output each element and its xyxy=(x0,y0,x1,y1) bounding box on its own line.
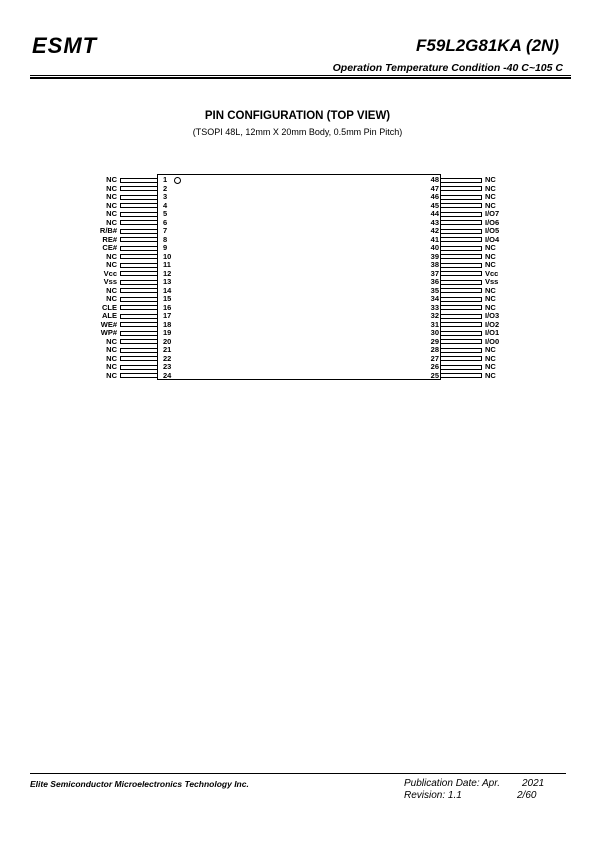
pin-name-left: CE# xyxy=(102,243,117,252)
pin-number-left: 4 xyxy=(163,200,168,210)
pin-number-left: 23 xyxy=(163,362,172,371)
temperature-condition: Operation Temperature Condition -40 C~105 C xyxy=(332,62,563,74)
pin-name-right: NC xyxy=(485,260,496,269)
pin-name-right: NC xyxy=(485,251,496,261)
pin-lead-right xyxy=(440,280,482,285)
pin-name-left: Vss xyxy=(103,277,117,286)
header-rule-thick xyxy=(30,77,571,79)
pin-number-right: 44 xyxy=(430,209,439,218)
pin-lead-right xyxy=(440,365,482,370)
pin-lead-right xyxy=(440,356,482,361)
pin-lead-right xyxy=(440,297,482,302)
pin-name-left: NC xyxy=(106,192,117,201)
pin-name-left: NC xyxy=(106,294,117,303)
pin-lead-right xyxy=(440,220,482,225)
pin-lead-right xyxy=(440,331,482,336)
pin-name-right: NC xyxy=(485,353,496,363)
pin-number-right: 42 xyxy=(430,226,439,235)
pin-lead-right xyxy=(440,288,482,293)
pin-lead-right xyxy=(440,322,482,327)
pin-number-right: 32 xyxy=(430,311,439,320)
pin-lead-left xyxy=(120,212,158,217)
pin-name-left: NC xyxy=(106,260,117,269)
pin-name-left: NC xyxy=(106,362,117,371)
pin-number-left: 15 xyxy=(163,294,172,303)
pin-lead-right xyxy=(440,203,482,208)
pin-lead-left xyxy=(120,186,158,191)
pin-name-left: NC xyxy=(106,209,117,218)
pin-lead-left xyxy=(120,365,158,370)
pin-number-right: 33 xyxy=(430,302,439,312)
pin-number-left: 5 xyxy=(163,209,168,218)
section-title: PIN CONFIGURATION (TOP VIEW) xyxy=(204,110,391,122)
pin-number-left: 14 xyxy=(163,285,172,295)
pin-name-right: Vcc xyxy=(485,268,499,278)
pin-lead-right xyxy=(440,339,482,344)
pin-lead-right xyxy=(440,314,482,319)
pin-number-right: 34 xyxy=(430,294,439,303)
pin-lead-right xyxy=(440,271,482,276)
pin-name-left: R/B# xyxy=(99,226,117,235)
pin-lead-left xyxy=(120,297,158,302)
pin-lead-left xyxy=(120,322,158,327)
pin-number-left: 7 xyxy=(163,226,168,235)
pin-name-left: WE# xyxy=(100,319,117,329)
pin-name-right: NC xyxy=(485,183,496,193)
pin-number-left: 10 xyxy=(163,251,172,261)
pin-number-right: 26 xyxy=(430,362,439,371)
pin-number-left: 8 xyxy=(163,234,168,244)
pin-lead-right xyxy=(440,246,482,251)
pin-name-left: NC xyxy=(106,345,117,354)
pin-lead-right xyxy=(440,348,482,353)
pin-number-right: 40 xyxy=(430,243,439,252)
revision: Revision: 1.1 xyxy=(404,790,462,801)
pin-name-right: Vss xyxy=(485,277,499,286)
pin-lead-left xyxy=(120,254,158,259)
pin-name-left: ALE xyxy=(102,311,117,320)
publication-year: 2021 xyxy=(522,778,545,789)
pin-name-right: I/O3 xyxy=(485,311,500,320)
pin-name-left: NC xyxy=(106,200,117,210)
pin-name-right: NC xyxy=(485,345,496,354)
pin-name-right: NC xyxy=(485,175,496,184)
pin-lead-right xyxy=(440,186,482,191)
pin-name-right: NC xyxy=(485,243,496,252)
pin-name-left: CLE xyxy=(102,302,117,312)
pin-number-right: 41 xyxy=(430,234,439,244)
pin-number-left: 2 xyxy=(163,183,168,193)
pin-name-right: NC xyxy=(485,302,496,312)
pin-name-left: NC xyxy=(106,336,117,346)
pin-number-left: 20 xyxy=(163,336,172,346)
pin-name-left: NC xyxy=(106,175,117,184)
pin-lead-right xyxy=(440,195,482,200)
pin-number-right: 25 xyxy=(430,370,439,380)
pin-name-right: NC xyxy=(485,362,496,371)
pin-name-left: NC xyxy=(106,353,117,363)
pin-lead-right xyxy=(440,229,482,234)
pin-lead-left xyxy=(120,237,158,242)
pin-name-right: I/O6 xyxy=(485,217,500,227)
pin-number-right: 35 xyxy=(430,285,439,295)
pin-number-left: 18 xyxy=(163,319,172,329)
pin-lead-left xyxy=(120,271,158,276)
pin-lead-left xyxy=(120,263,158,268)
footer-rule xyxy=(30,773,566,774)
pin-name-left: NC xyxy=(106,217,117,227)
pin-name-left: RE# xyxy=(102,234,117,244)
pin-lead-left xyxy=(120,280,158,285)
pin-name-right: I/O2 xyxy=(485,319,500,329)
pin-number-right: 29 xyxy=(430,336,439,346)
pin-number-right: 45 xyxy=(430,200,439,210)
pin-number-right: 46 xyxy=(430,192,439,201)
pin-name-left: NC xyxy=(106,370,117,380)
pin-lead-left xyxy=(120,220,158,225)
pin-number-right: 39 xyxy=(430,251,439,261)
pin-number-left: 11 xyxy=(163,260,171,269)
pin-lead-right xyxy=(440,254,482,259)
chip-package-body xyxy=(157,174,441,380)
pin-name-left: WP# xyxy=(100,328,117,337)
pin-name-right: NC xyxy=(485,370,496,380)
pin-name-right: I/O4 xyxy=(485,234,500,244)
page-number: 2/60 xyxy=(517,790,537,801)
pin-lead-right xyxy=(440,305,482,310)
part-number: F59L2G81KA (2N) xyxy=(416,36,559,55)
footer-company: Elite Semiconductor Microelectronics Technology Inc. xyxy=(30,779,249,789)
pin-lead-left xyxy=(120,339,158,344)
pin-number-right: 36 xyxy=(430,277,439,286)
pin-number-left: 3 xyxy=(163,192,168,201)
pin-name-right: I/O5 xyxy=(485,226,500,235)
pin-name-right: NC xyxy=(485,285,496,295)
pin-lead-left xyxy=(120,373,158,378)
pin-number-left: 13 xyxy=(163,277,172,286)
pin-lead-left xyxy=(120,331,158,336)
pin-number-right: 27 xyxy=(430,353,439,363)
pin-lead-left xyxy=(120,229,158,234)
pin-name-left: Vcc xyxy=(103,268,117,278)
publication-date-label: Publication Date: Apr. xyxy=(404,778,500,789)
pin-lead-right xyxy=(440,178,482,183)
pin-name-right: I/O0 xyxy=(485,336,500,346)
pin-lead-left xyxy=(120,356,158,361)
company-logo: ESMT xyxy=(32,33,98,58)
pin-name-right: NC xyxy=(485,200,496,210)
pin-number-left: 17 xyxy=(163,311,172,320)
pin-number-left: 12 xyxy=(163,268,172,278)
pin-name-right: I/O1 xyxy=(485,328,500,337)
pin-lead-left xyxy=(120,203,158,208)
pin-lead-left xyxy=(120,195,158,200)
header-rule-thin xyxy=(30,75,571,76)
pin-number-left: 24 xyxy=(163,370,172,380)
pin-lead-left xyxy=(120,288,158,293)
pin-lead-left xyxy=(120,305,158,310)
pin-name-left: NC xyxy=(106,183,117,193)
pin-name-left: NC xyxy=(106,251,117,261)
pin-lead-left xyxy=(120,246,158,251)
package-description: (TSOPI 48L, 12mm X 20mm Body, 0.5mm Pin Pitch) xyxy=(192,127,403,137)
pin-lead-right xyxy=(440,212,482,217)
pin-lead-right xyxy=(440,237,482,242)
pin-lead-left xyxy=(120,348,158,353)
pin-number-left: 21 xyxy=(163,345,172,354)
pin-number-left: 1 xyxy=(163,175,168,184)
pin-lead-left xyxy=(120,314,158,319)
pin-number-right: 30 xyxy=(430,328,439,337)
pin-number-right: 31 xyxy=(430,319,439,329)
pin-lead-right xyxy=(440,263,482,268)
pin-number-right: 48 xyxy=(430,175,439,184)
pin-number-right: 47 xyxy=(430,183,439,193)
pin-number-left: 9 xyxy=(163,243,168,252)
pin-lead-right xyxy=(440,373,482,378)
pin-number-left: 22 xyxy=(163,353,172,363)
pin-number-left: 19 xyxy=(163,328,172,337)
pin-number-right: 43 xyxy=(430,217,439,227)
pin-name-right: NC xyxy=(485,294,496,303)
pin-number-right: 38 xyxy=(430,260,439,269)
pin-lead-left xyxy=(120,178,158,183)
pin-name-right: NC xyxy=(485,192,496,201)
pin-number-right: 28 xyxy=(430,345,439,354)
pin-number-left: 16 xyxy=(163,302,172,312)
pin-name-left: NC xyxy=(106,285,117,295)
pin-number-right: 37 xyxy=(430,268,439,278)
pin-name-right: I/O7 xyxy=(485,209,500,218)
pin-number-left: 6 xyxy=(163,217,168,227)
